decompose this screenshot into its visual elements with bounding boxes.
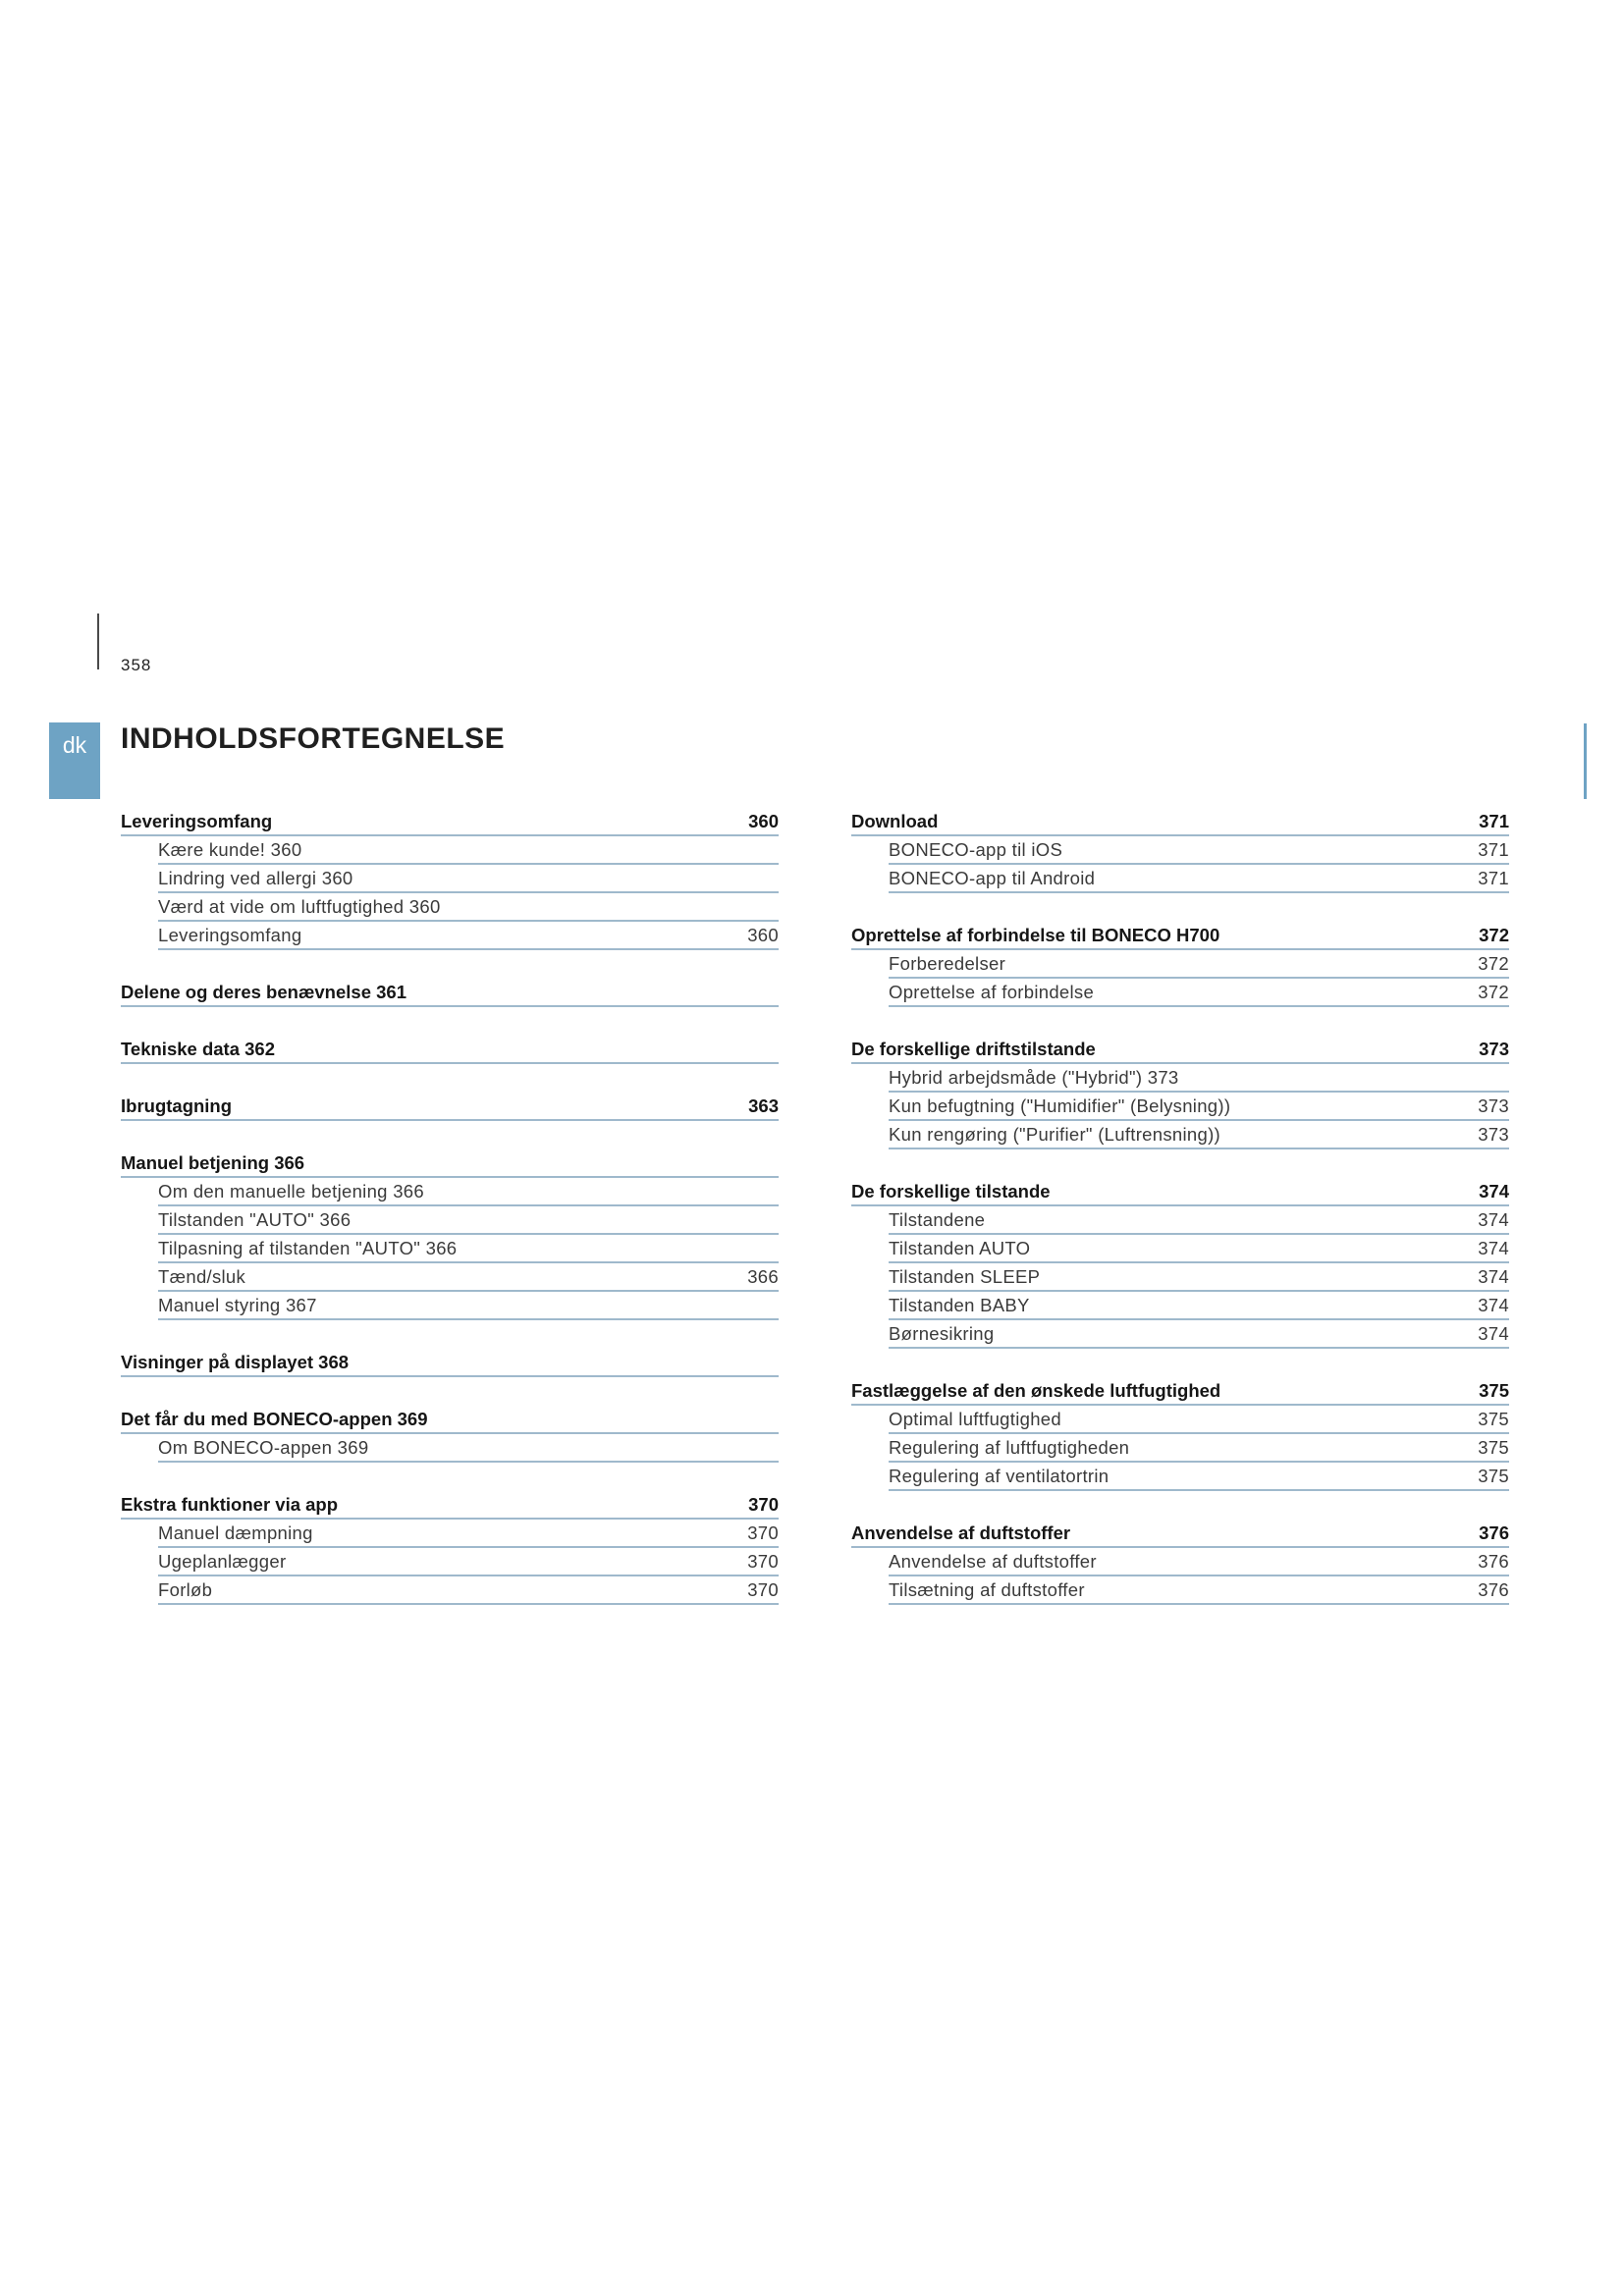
toc-heading[interactable] xyxy=(851,1520,1509,1548)
toc-entry-page: 372 xyxy=(1478,982,1509,1002)
toc-entry-label: Regulering af ventilatortrin xyxy=(889,1466,1110,1486)
toc-heading[interactable] xyxy=(851,1178,1509,1206)
toc-entry-page: 375 xyxy=(1478,1409,1509,1429)
toc-heading-label: Delene og deres benævnelse 361 xyxy=(121,982,406,1002)
toc-heading-page: 360 xyxy=(748,811,779,831)
toc-entry-page: 373 xyxy=(1478,1124,1509,1145)
toc-entry-label: Tilstanden AUTO xyxy=(889,1238,1031,1258)
toc-heading[interactable] xyxy=(121,1491,779,1520)
toc-entry-label: BONECO-app til Android xyxy=(889,868,1096,888)
toc-entry-page: 374 xyxy=(1478,1295,1509,1315)
toc-heading-page: 373 xyxy=(1479,1039,1509,1059)
toc-section xyxy=(121,1093,779,1121)
toc-entry-page: 374 xyxy=(1478,1266,1509,1287)
toc-heading-label: Anvendelse af duftstoffer xyxy=(851,1522,1071,1543)
toc-heading-label: Download xyxy=(851,811,939,831)
toc-heading[interactable] xyxy=(121,1406,779,1434)
toc-heading[interactable] xyxy=(121,979,779,1007)
toc-entry[interactable] xyxy=(121,1434,779,1463)
toc-entry-label: Lindring ved allergi 360 xyxy=(158,868,353,888)
toc-entry-page: 375 xyxy=(1478,1466,1509,1486)
toc-heading-label: De forskellige driftstilstande xyxy=(851,1039,1096,1059)
toc-heading[interactable] xyxy=(851,1036,1509,1064)
toc-heading-label: Leveringsomfang xyxy=(121,811,273,831)
toc-entry[interactable] xyxy=(851,1206,1509,1235)
toc-heading-page: 374 xyxy=(1479,1181,1509,1201)
toc-entry-label: Tilstanden BABY xyxy=(889,1295,1030,1315)
toc-entry-page: 366 xyxy=(747,1266,779,1287)
toc-entry-page: 372 xyxy=(1478,953,1509,974)
toc-entry[interactable] xyxy=(121,865,779,893)
toc-entry-page: 360 xyxy=(747,925,779,945)
toc-entry-label: Kære kunde! 360 xyxy=(158,839,302,860)
toc-entry[interactable] xyxy=(121,1576,779,1605)
toc-entry-label: Kun rengøring ("Purifier" (Luftrensning)) xyxy=(889,1124,1221,1145)
language-tab: dk xyxy=(49,722,100,799)
toc-section xyxy=(121,979,779,1007)
toc-entry-label: Tænd/sluk xyxy=(158,1266,246,1287)
toc-entry-page: 376 xyxy=(1478,1579,1509,1600)
toc-section xyxy=(121,1349,779,1377)
toc-heading[interactable] xyxy=(121,1093,779,1121)
toc-entry-page: 373 xyxy=(1478,1095,1509,1116)
toc-entry[interactable] xyxy=(851,979,1509,1007)
toc-entry[interactable] xyxy=(851,1406,1509,1434)
toc-entry-label: Anvendelse af duftstoffer xyxy=(889,1551,1097,1572)
header-rule xyxy=(97,614,99,669)
toc-entry[interactable] xyxy=(121,1235,779,1263)
toc-heading-label: Oprettelse af forbindelse til BONECO H700 xyxy=(851,925,1220,945)
toc-entry-label: BONECO-app til iOS xyxy=(889,839,1063,860)
toc-entry-page: 374 xyxy=(1478,1323,1509,1344)
toc-section xyxy=(851,1036,1509,1149)
toc-heading-label: Manuel betjening 366 xyxy=(121,1152,305,1173)
toc-entry-page: 374 xyxy=(1478,1238,1509,1258)
toc-heading-page: 375 xyxy=(1479,1380,1509,1401)
toc-entry-label: Regulering af luftfugtigheden xyxy=(889,1437,1130,1458)
toc-section xyxy=(121,1491,779,1605)
toc-entry[interactable] xyxy=(851,1093,1509,1121)
toc-entry-label: Tilstanden "AUTO" 366 xyxy=(158,1209,352,1230)
toc-heading-label: Visninger på displayet 368 xyxy=(121,1352,350,1372)
toc-entry-label: Værd at vide om luftfugtighed 360 xyxy=(158,896,441,917)
toc-heading[interactable] xyxy=(851,922,1509,950)
toc-section xyxy=(121,1036,779,1064)
toc-entry-page: 375 xyxy=(1478,1437,1509,1458)
page-title: INDHOLDSFORTEGNELSE xyxy=(121,722,506,755)
toc-section xyxy=(851,1520,1509,1605)
toc-entry-label: Manuel dæmpning xyxy=(158,1522,313,1543)
toc-entry-page: 374 xyxy=(1478,1209,1509,1230)
toc-entry-label: Tilsætning af duftstoffer xyxy=(889,1579,1085,1600)
toc-entry[interactable] xyxy=(121,893,779,922)
toc-section xyxy=(851,808,1509,893)
toc-entry-label: Forberedelser xyxy=(889,953,1006,974)
toc-section xyxy=(121,808,779,950)
toc-section xyxy=(851,922,1509,1007)
page-number: 358 xyxy=(121,656,152,674)
toc-entry[interactable] xyxy=(851,1576,1509,1605)
toc-right-column xyxy=(851,808,1509,1605)
toc-heading[interactable] xyxy=(121,1149,779,1178)
toc-entry[interactable] xyxy=(851,1292,1509,1320)
toc-entry-label: Tilstandene xyxy=(889,1209,986,1230)
toc-heading-page: 370 xyxy=(748,1494,779,1515)
toc-section xyxy=(121,1149,779,1320)
toc-heading[interactable] xyxy=(121,1349,779,1377)
toc-entry[interactable] xyxy=(851,1320,1509,1349)
toc-entry-label: Børnesikring xyxy=(889,1323,995,1344)
toc-heading-label: Tekniske data 362 xyxy=(121,1039,275,1059)
toc-entry[interactable] xyxy=(851,1548,1509,1576)
toc-entry-label: Ugeplanlægger xyxy=(158,1551,287,1572)
toc-section xyxy=(121,1406,779,1463)
toc-entry[interactable] xyxy=(121,1292,779,1320)
toc-entry[interactable] xyxy=(851,1434,1509,1463)
toc-entry[interactable] xyxy=(121,836,779,865)
toc-entry-label: Om BONECO-appen 369 xyxy=(158,1437,369,1458)
toc-heading-page: 372 xyxy=(1479,925,1509,945)
toc-left-column xyxy=(121,808,779,1605)
toc-entry[interactable] xyxy=(851,1235,1509,1263)
toc-entry[interactable] xyxy=(851,950,1509,979)
toc-entry-label: Optimal luftfugtighed xyxy=(889,1409,1061,1429)
toc-heading-page: 376 xyxy=(1479,1522,1509,1543)
toc-entry-page: 370 xyxy=(747,1551,779,1572)
toc-heading-page: 363 xyxy=(748,1095,779,1116)
toc-entry-label: Om den manuelle betjening 366 xyxy=(158,1181,424,1201)
toc-entry-label: Hybrid arbejdsmåde ("Hybrid") 373 xyxy=(889,1067,1179,1088)
toc-entry-page: 376 xyxy=(1478,1551,1509,1572)
toc-entry[interactable] xyxy=(121,1548,779,1576)
toc-entry-page: 370 xyxy=(747,1522,779,1543)
toc-entry[interactable] xyxy=(851,1263,1509,1292)
toc-heading-label: Ekstra funktioner via app xyxy=(121,1494,339,1515)
toc-entry-label: Kun befugtning ("Humidifier" (Belysning)) xyxy=(889,1095,1231,1116)
toc-heading[interactable] xyxy=(121,808,779,836)
toc-section xyxy=(851,1178,1509,1349)
toc-entry[interactable] xyxy=(121,1206,779,1235)
toc-entry[interactable] xyxy=(851,1121,1509,1149)
edge-marker xyxy=(1584,723,1587,799)
toc-entry[interactable] xyxy=(121,922,779,950)
toc-entry-label: Forløb xyxy=(158,1579,213,1600)
toc-entry[interactable] xyxy=(121,1263,779,1292)
toc-entry-page: 371 xyxy=(1478,839,1509,860)
toc-entry-label: Tilstanden SLEEP xyxy=(889,1266,1041,1287)
toc-entry-page: 371 xyxy=(1478,868,1509,888)
toc-heading[interactable] xyxy=(851,808,1509,836)
toc-heading-label: Fastlæggelse af den ønskede luftfugtighed xyxy=(851,1380,1221,1401)
toc-entry-label: Manuel styring 367 xyxy=(158,1295,317,1315)
toc-heading-label: Ibrugtagning xyxy=(121,1095,233,1116)
toc-heading-label: Det får du med BONECO-appen 369 xyxy=(121,1409,428,1429)
toc-entry[interactable] xyxy=(851,836,1509,865)
toc-entry[interactable] xyxy=(851,1463,1509,1491)
toc-heading[interactable] xyxy=(121,1036,779,1064)
toc-entry-page: 370 xyxy=(747,1579,779,1600)
toc-heading[interactable] xyxy=(851,1377,1509,1406)
toc-entry-label: Tilpasning af tilstanden "AUTO" 366 xyxy=(158,1238,458,1258)
toc-heading-page: 371 xyxy=(1479,811,1509,831)
toc-entry[interactable] xyxy=(851,1064,1509,1093)
toc-section xyxy=(851,1377,1509,1491)
toc-entry-label: Oprettelse af forbindelse xyxy=(889,982,1095,1002)
toc-entry-label: Leveringsomfang xyxy=(158,925,302,945)
toc-entry[interactable] xyxy=(121,1520,779,1548)
toc-entry[interactable] xyxy=(851,865,1509,893)
toc-entry[interactable] xyxy=(121,1178,779,1206)
toc-heading-label: De forskellige tilstande xyxy=(851,1181,1051,1201)
